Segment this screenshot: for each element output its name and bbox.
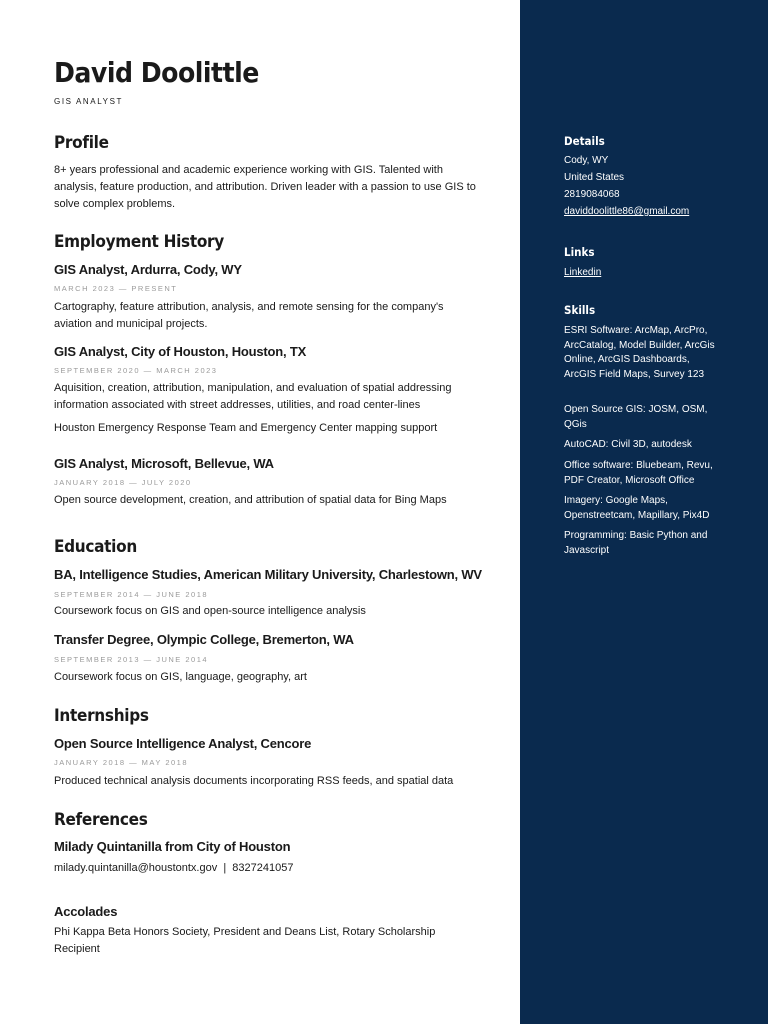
job-dates: JANUARY 2018 — JULY 2020	[54, 478, 192, 487]
skill-item: Open Source GIS: JOSM, OSM, QGis	[564, 404, 708, 430]
education-title: Transfer Degree, Olympic College, Bremerton, WA	[54, 632, 354, 647]
job-description: Aquisition, creation, attribution, manipulation, and evaluation of spatial addressing information associated with street addresses, utilities, and road center-lines	[54, 382, 452, 411]
job-dates: MARCH 2023 — PRESENT	[54, 284, 178, 293]
accolades-text: Phi Kappa Beta Honors Society, President and Deans List, Rotary Scholarship Recipient	[54, 926, 436, 955]
references-heading: References	[54, 810, 148, 830]
profile-heading: Profile	[54, 133, 109, 153]
education-dates: SEPTEMBER 2013 — JUNE 2014	[54, 655, 209, 664]
internship-dates: JANUARY 2018 — MAY 2018	[54, 758, 188, 767]
job-description: Open source development, creation, and attribution of spatial data for Bing Maps	[54, 494, 447, 506]
skill-item: Imagery: Google Maps, Openstreetcam, Mapillary, Pix4D	[564, 495, 710, 521]
reference-name: Milady Quintanilla from City of Houston	[54, 839, 291, 854]
job-title: GIS Analyst, Microsoft, Bellevue, WA	[54, 456, 274, 471]
education-description: Coursework focus on GIS, language, geography, art	[54, 671, 307, 683]
reference-contact: milady.quintanilla@houstontx.gov | 8327241057	[54, 862, 294, 874]
skill-item: Office software: Bluebeam, Revu, PDF Creator, Microsoft Office	[564, 460, 713, 486]
details-heading: Details	[564, 134, 605, 148]
internship-title: Open Source Intelligence Analyst, Cencore	[54, 736, 312, 751]
detail-city: Cody, WY	[564, 155, 609, 166]
education-dates: SEPTEMBER 2014 — JUNE 2018	[54, 590, 209, 599]
candidate-role: GIS ANALYST	[54, 97, 124, 106]
education-heading: Education	[54, 537, 137, 557]
skill-item: Programming: Basic Python and Javascript	[564, 530, 708, 556]
internships-heading: Internships	[54, 706, 149, 726]
job-description: Cartography, feature attribution, analysis, and remote sensing for the company's aviation and municipal projects.	[54, 301, 444, 330]
profile-text: 8+ years professional and academic experience working with GIS. Talented with analysis, feature production, and attribution. Driven leader with a passion to use GIS to solve complex problems.	[54, 164, 476, 210]
skill-item: AutoCAD: Civil 3D, autodesk	[564, 439, 692, 450]
linkedin-link[interactable]: Linkedin	[564, 267, 602, 278]
job-title: GIS Analyst, City of Houston, Houston, TX	[54, 344, 307, 359]
email-link[interactable]: daviddoolittle86@gmail.com	[564, 206, 690, 217]
employment-heading: Employment History	[54, 232, 224, 252]
links-heading: Links	[564, 245, 595, 259]
detail-country: United States	[564, 172, 625, 183]
job-title: GIS Analyst, Ardurra, Cody, WY	[54, 262, 242, 277]
accolades-heading: Accolades	[54, 904, 118, 919]
skill-item: ESRI Software: ArcMap, ArcPro, ArcCatalog, Model Builder, ArcGis Online, ArcGIS Dashboards, ArcGIS Field Maps, Survey 123	[564, 325, 715, 380]
internship-description: Produced technical analysis documents incorporating RSS feeds, and spatial data	[54, 775, 454, 787]
skills-heading: Skills	[564, 303, 596, 317]
job-dates: SEPTEMBER 2020 — MARCH 2023	[54, 366, 218, 375]
detail-phone: 2819084068	[564, 189, 620, 200]
education-description: Coursework focus on GIS and open-source intelligence analysis	[54, 605, 366, 617]
sidebar	[520, 0, 768, 1024]
education-title: BA, Intelligence Studies, American Military University, Charlestown, WV	[54, 567, 482, 582]
job-description: Houston Emergency Response Team and Emergency Center mapping support	[54, 422, 438, 434]
candidate-name: David Doolittle	[54, 56, 259, 89]
